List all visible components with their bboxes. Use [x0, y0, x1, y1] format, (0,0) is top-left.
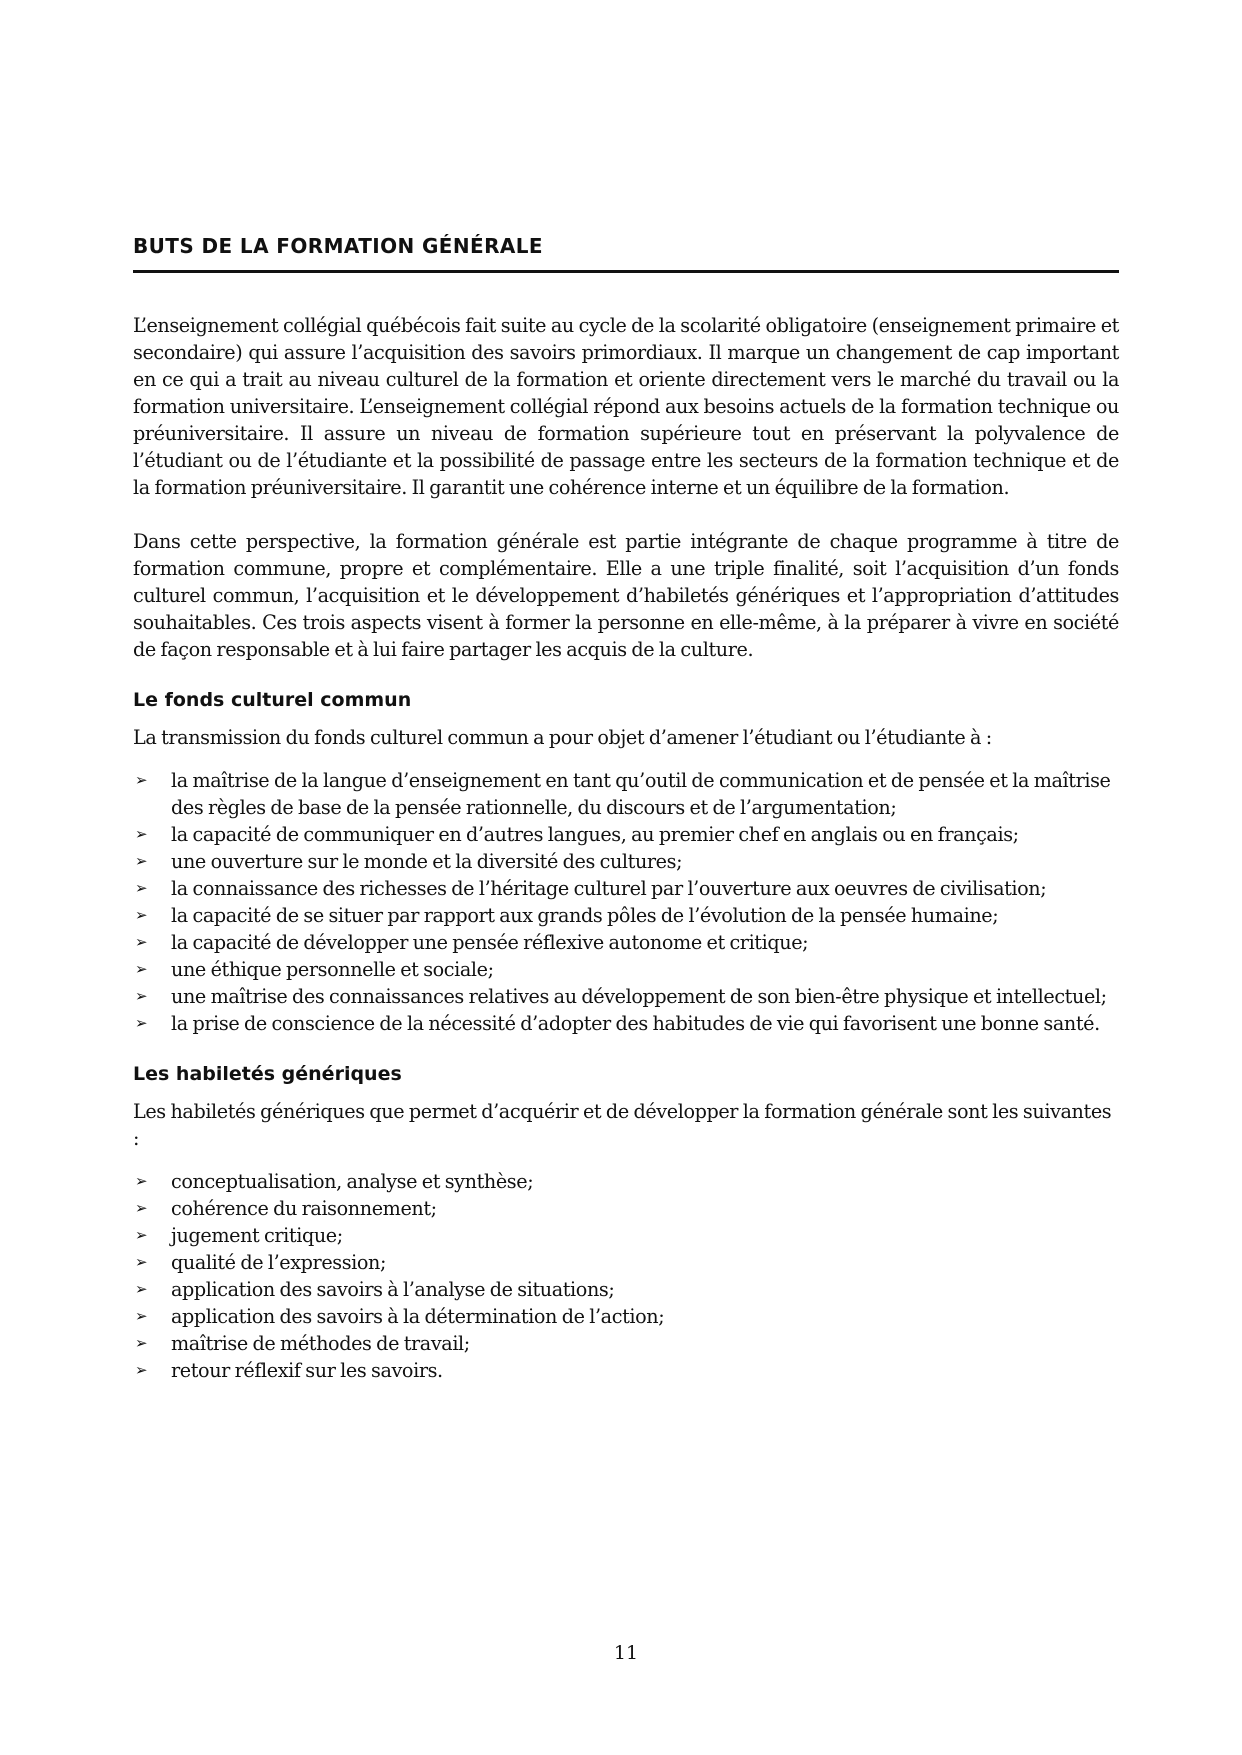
- list-item: [133, 1168, 1119, 1195]
- list-item: [133, 1330, 1119, 1357]
- arrowhead-bullet-icon: ➢: [135, 1172, 148, 1190]
- list-item-text: la prise de conscience de la nécessité d’adopter des habitudes de vie qui favorisent une bonne santé.: [171, 1012, 1100, 1035]
- page-title: BUTS DE LA FORMATION GÉNÉRALE: [133, 234, 543, 258]
- arrowhead-bullet-icon: ➢: [135, 960, 148, 978]
- list-item-text: jugement critique;: [171, 1224, 343, 1247]
- arrowhead-bullet-icon: ➢: [135, 771, 148, 789]
- document-page: [133, 0, 1119, 1755]
- list-item-text: la maîtrise de la langue d’enseignement en tant qu’outil de communication et de pensée et la maîtrise des règles de base de la pensée rationnelle, du discours et de l’argumentation;: [171, 769, 1111, 819]
- list-item: [133, 767, 1119, 821]
- section-intro: La transmission du fonds culturel commun a pour objet d’amener l’étudiant ou l’étudiante à :: [133, 726, 992, 749]
- list-item-text: une ouverture sur le monde et la diversité des cultures;: [171, 850, 683, 873]
- list-item-text: la capacité de développer une pensée réflexive autonome et critique;: [171, 931, 809, 954]
- list-item: [133, 1276, 1119, 1303]
- arrowhead-bullet-icon: ➢: [135, 1334, 148, 1352]
- arrowhead-bullet-icon: ➢: [135, 933, 148, 951]
- list-item-text: la capacité de se situer par rapport aux grands pôles de l’évolution de la pensée humaine;: [171, 904, 999, 927]
- arrowhead-bullet-icon: ➢: [135, 852, 148, 870]
- list-item: [133, 1249, 1119, 1276]
- list-item: [133, 983, 1119, 1010]
- list-item-text: une maîtrise des connaissances relatives au développement de son bien-être physique et intellectuel;: [171, 985, 1107, 1008]
- section-habiletes-generiques: [133, 1061, 1119, 1384]
- list-item-text: retour réflexif sur les savoirs.: [171, 1359, 443, 1382]
- arrowhead-bullet-icon: ➢: [135, 1361, 148, 1379]
- arrowhead-bullet-icon: ➢: [135, 1199, 148, 1217]
- section-fonds-culturel: [133, 687, 1119, 1037]
- list-item: [133, 875, 1119, 902]
- list-item-text: qualité de l’expression;: [171, 1251, 387, 1274]
- list-item-text: application des savoirs à l’analyse de situations;: [171, 1278, 615, 1301]
- list-item: [133, 956, 1119, 983]
- page-content: [133, 312, 1119, 1384]
- page-number: 11: [613, 1642, 639, 1664]
- list-item-text: application des savoirs à la détermination de l’action;: [171, 1305, 665, 1328]
- section-heading: Les habiletés génériques: [133, 1063, 402, 1085]
- list-item-text: conceptualisation, analyse et synthèse;: [171, 1170, 534, 1193]
- section-heading: Le fonds culturel commun: [133, 689, 412, 711]
- list-item: [133, 1303, 1119, 1330]
- list-item: [133, 929, 1119, 956]
- list-item-text: cohérence du raisonnement;: [171, 1197, 437, 1220]
- bullet-list: [133, 1168, 1119, 1384]
- arrowhead-bullet-icon: ➢: [135, 825, 148, 843]
- list-item: [133, 902, 1119, 929]
- list-item: [133, 821, 1119, 848]
- arrowhead-bullet-icon: ➢: [135, 1226, 148, 1244]
- list-item-text: une éthique personnelle et sociale;: [171, 958, 494, 981]
- list-item: [133, 1195, 1119, 1222]
- list-item-text: la capacité de communiquer en d’autres langues, au premier chef en anglais ou en français;: [171, 823, 1019, 846]
- section-intro: Les habiletés génériques que permet d’acquérir et de développer la formation générale sont les suivantes :: [133, 1100, 1112, 1150]
- list-item-text: la connaissance des richesses de l’héritage culturel par l’ouverture aux oeuvres de civilisation;: [171, 877, 1047, 900]
- arrowhead-bullet-icon: ➢: [135, 987, 148, 1005]
- arrowhead-bullet-icon: ➢: [135, 879, 148, 897]
- arrowhead-bullet-icon: ➢: [135, 906, 148, 924]
- arrowhead-bullet-icon: ➢: [135, 1280, 148, 1298]
- intro-paragraph-2: Dans cette perspective, la formation générale est partie intégrante de chaque programme à titre de formation commune, propre et complémentaire. Elle a une triple finalité, soit l’acquisition d’un fonds culturel commun, l’acquisition et le développement d’habiletés génériques et l’appropriation d’attitudes souhaitables. Ces trois aspects visent à former la personne en elle-même, à la préparer à vivre en société de façon responsable et à lui faire partager les acquis de la culture.: [133, 530, 1119, 661]
- intro-paragraph-1: L’enseignement collégial québécois fait suite au cycle de la scolarité obligatoire (enseignement primaire et secondaire) qui assure l’acquisition des savoirs primordiaux. Il marque un changement de cap important en ce qui a trait au niveau culturel de la formation et oriente directement vers le marché du travail ou la formation universitaire. L’enseignement collégial répond aux besoins actuels de la formation technique ou préuniversitaire. Il assure un niveau de formation supérieure tout en préservant la polyvalence de l’étudiant ou de l’étudiante et la possibilité de passage entre les secteurs de la formation technique et de la formation préuniversitaire. Il garantit une cohérence interne et un équilibre de la formation.: [133, 314, 1119, 499]
- arrowhead-bullet-icon: ➢: [135, 1253, 148, 1271]
- arrowhead-bullet-icon: ➢: [135, 1307, 148, 1325]
- list-item: [133, 1357, 1119, 1384]
- list-item-text: maîtrise de méthodes de travail;: [171, 1332, 470, 1355]
- bullet-list: [133, 767, 1119, 1037]
- list-item: [133, 1010, 1119, 1037]
- arrowhead-bullet-icon: ➢: [135, 1014, 148, 1032]
- title-rule: [133, 270, 1119, 273]
- list-item: [133, 1222, 1119, 1249]
- list-item: [133, 848, 1119, 875]
